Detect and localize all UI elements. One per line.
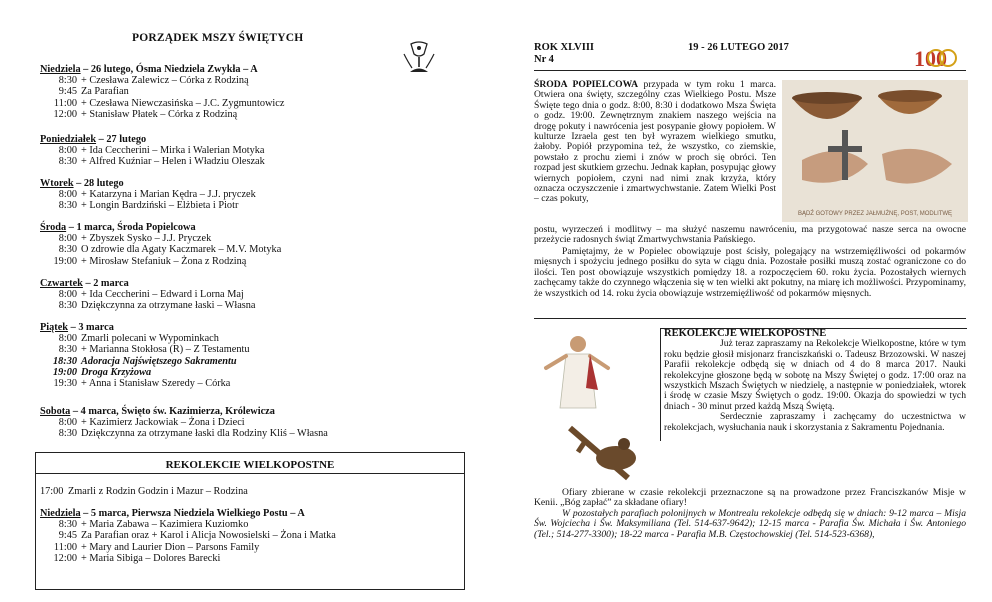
mass-intention: Dziękczynna za otrzymane łaski dla Rodziny Kliś – Własna bbox=[81, 428, 328, 440]
page-title: PORZĄDEK MSZY ŚWIĘTYCH bbox=[132, 32, 304, 44]
mass-line bbox=[40, 98, 284, 109]
day-block bbox=[40, 322, 249, 389]
mass-line bbox=[40, 109, 284, 120]
mass-line bbox=[40, 530, 336, 541]
mass-time: 8:00 bbox=[58, 333, 77, 345]
mass-time: 8:00 bbox=[58, 145, 77, 157]
mass-time: 8:30 bbox=[58, 156, 77, 168]
volume-label: ROK XLVIII bbox=[534, 42, 595, 53]
mass-time: 18:30 bbox=[52, 355, 77, 367]
mass-intention: + Alfred Kuźniar – Helen i Władziu Oleszak bbox=[81, 156, 265, 168]
mass-line bbox=[40, 189, 256, 200]
day-block bbox=[40, 406, 328, 440]
mass-time: 8:00 bbox=[58, 289, 77, 301]
mass-time: 9:45 bbox=[58, 530, 77, 542]
day-heading: Poniedziałek – 27 lutego bbox=[40, 134, 147, 145]
chalice-icon bbox=[402, 40, 436, 76]
fasting-rules: Pamiętajmy, że w Popielec obowiązuje post ścisły, polegający na wstrzemięźliwości od pokarmów mięsnych i spożyciu jednego posiłku do syta w ciągu dnia. Pozostałe posiłki muszą zostać ograniczone co do ilości. Ten post obowiązuje wszystkich pomiędzy 18. a rozpoczęciem 60. roku życia. Pozostałych wiernych zachęcamy także do czynnego włączenia się w ten wielki akt pokutny, na miarę ich możliwości. Przypominamy, że wszystkich od 14. roku życia obowiązuje wstrzemięźliwość od pokarmów mięsnych. bbox=[534, 246, 966, 299]
mass-intention: + Kazimierz Jackowiak – Żona i Dzieci bbox=[81, 417, 245, 429]
mass-line bbox=[40, 86, 284, 97]
mass-time: 12:00 bbox=[53, 552, 77, 564]
divider bbox=[36, 473, 464, 474]
mass-intention: + Czesława Zalewicz – Córka z Rodziną bbox=[81, 75, 249, 87]
mass-intention: Za Parafian oraz + Karol i Alicja Nowosielski – Żona i Matka bbox=[81, 530, 336, 542]
mass-intention: Zmarli z Rodzin Godzin i Mazur – Rodzina bbox=[68, 486, 248, 497]
mass-time: 8:00 bbox=[58, 233, 77, 245]
mass-intention: + Stanisław Płatek – Córka z Rodziną bbox=[81, 108, 238, 120]
ash-wednesday-text-cont: postu, wyrzeczeń i modlitwy – ma służyć naszemu nawróceniu, ma przygotować nasze serca na owocne przeżycie radosnych świąt Zmartwychwstania Pańskiego. bbox=[534, 224, 966, 246]
mass-intention: Za Parafian bbox=[81, 86, 129, 98]
header-rule bbox=[534, 70, 966, 71]
day-block bbox=[40, 64, 284, 120]
right-page bbox=[520, 0, 992, 602]
day-heading: Niedziela – 5 marca, Pierwsza Niedziela Wielkiego Postu – A bbox=[40, 508, 305, 519]
mass-intention: + Maria Zabawa – Kazimiera Kuziomko bbox=[81, 519, 249, 531]
day-heading: Niedziela – 26 lutego, Ósma Niedziela Zwykła – A bbox=[40, 64, 258, 75]
jesus-figure-image bbox=[538, 328, 648, 488]
mass-intention: + Mirosław Stefaniuk – Żona z Rodziną bbox=[81, 255, 247, 267]
mass-intention: + Katarzyna i Marian Kędra – J.J. pryczek bbox=[81, 189, 256, 201]
mass-intention: + Marianna Stokłosa (R) – Z Testamentu bbox=[81, 344, 250, 356]
mass-line bbox=[40, 344, 249, 355]
mass-line bbox=[40, 486, 248, 497]
mass-time: 17:00 bbox=[40, 486, 64, 497]
mass-intention: + Zbyszek Sysko – J.J. Pryczek bbox=[81, 233, 212, 245]
mass-intention: + Anna i Stanisław Szeredy – Córka bbox=[81, 378, 231, 390]
retreat-box bbox=[35, 452, 465, 590]
mass-time: 19:00 bbox=[53, 255, 77, 267]
day-block bbox=[40, 178, 256, 212]
mass-time: 11:00 bbox=[53, 97, 77, 109]
mass-time: 19:00 bbox=[52, 366, 77, 378]
mass-line bbox=[40, 75, 284, 86]
mass-intention: Zmarli polecani w Wypominkach bbox=[81, 333, 219, 345]
mass-time: 8:30 bbox=[58, 428, 77, 440]
day-heading: Wtorek – 28 lutego bbox=[40, 178, 124, 189]
mass-time: 8:00 bbox=[58, 417, 77, 429]
day-heading: Czwartek – 2 marca bbox=[40, 278, 129, 289]
retreat-title: REKOLEKCJE WIELKOPOSTNE bbox=[664, 328, 827, 339]
mass-line bbox=[40, 417, 328, 428]
mass-line bbox=[40, 356, 249, 367]
mass-intention: Dziękczynna za otrzymane łaski – Własna bbox=[81, 300, 256, 312]
issue-header bbox=[534, 42, 594, 66]
mass-line bbox=[40, 519, 336, 530]
ash-wednesday-text bbox=[534, 80, 776, 205]
retreat-section bbox=[664, 329, 966, 433]
day-heading: Sobota – 4 marca, Święto św. Kazimierza, Królewicza bbox=[40, 406, 275, 417]
mass-time: 8:30 bbox=[58, 200, 77, 212]
other-parishes-note: W pozostałych parafiach polonijnych w Montrealu rekolekcje odbędą się w dniach: 9-12 marca – Misja Św. Wojciecha i Św. Maksymiliana (Tel. 514-637-9642); 12-15 marca - Parafia Św. Michała i Św. Antoniego (Tel.; 514-277-3300); 18-22 marca - Parafia M.B. Częstochowskiej (Tel. 514-523-6368), bbox=[534, 508, 966, 540]
mass-time: 8:00 bbox=[58, 189, 77, 201]
mass-intention: Adoracja Najświętszego Sakramentu bbox=[81, 355, 237, 367]
mass-intention: Droga Krzyżowa bbox=[81, 366, 152, 378]
section-rule bbox=[534, 318, 966, 319]
retreat-saturday bbox=[40, 486, 248, 497]
mass-time: 8:30 bbox=[58, 519, 77, 531]
photo-caption: BĄDŹ GOTOWY PRZEZ JAŁMUŻNĘ, POST, MODLITWĘ bbox=[797, 211, 953, 217]
issue-number: Nr 4 bbox=[534, 54, 554, 65]
issue-date: 19 - 26 LUTEGO 2017 bbox=[688, 42, 789, 53]
mass-intention: + Longin Bardziński – Elżbieta i Piotr bbox=[81, 200, 239, 212]
mass-intention: O zdrowie dla Agaty Kaczmarek – M.V. Motyka bbox=[81, 244, 282, 256]
mass-line bbox=[40, 233, 281, 244]
logo-digit-1: 100 bbox=[914, 46, 947, 71]
mass-time: 11:00 bbox=[53, 541, 77, 553]
mass-intention: + Czesława Niewczasińska – J.C. Zygmuntowicz bbox=[81, 97, 285, 109]
mass-line bbox=[40, 289, 256, 300]
mass-line bbox=[40, 156, 265, 167]
mass-line bbox=[40, 542, 336, 553]
jubilee-logo bbox=[912, 44, 958, 72]
day-block bbox=[40, 222, 281, 267]
retreat-text-1: Już teraz zapraszamy na Rekolekcje Wielkopostne, które w tym roku będzie głosił misjonarz franciszkański o. Tadeusz Brzozowski. W naszej Parafii rekolekcje odbędą się w dniach od 4 do 8 marca 2017. Nauki rekolekcyjne głoszone będą w sobotę na Mszy Świętej o godz. 17:00 oraz na wszystkich Mszach Świętych w niedzielę, a następnie w poniedziałek, wtorek i środę w czasie Mszy Świętych o godz. 19:00. Okazja do spowiedzi w tych dniach - 30 minut przed każdą Mszą Świętą. bbox=[664, 338, 966, 412]
mass-time: 8:30 bbox=[58, 244, 77, 256]
mass-line bbox=[40, 553, 336, 564]
mass-intention: + Ida Ceccherini – Edward i Lorna Maj bbox=[81, 289, 244, 301]
retreat-sunday bbox=[40, 508, 336, 564]
mass-line bbox=[40, 300, 256, 311]
day-block bbox=[40, 278, 256, 312]
ash-wednesday-body: przypada w tym roku 1 marca. Otwiera ona święty, szczególny czas Wielkiego Postu. Msze Święte tego dnia o godz. 8:00, 8:30 i dodatkowo Msza Święta o godz. 19:00. Zewnętrznym znakiem naszego wejścia na drogę pokuty i nawrócenia jest posypanie głowy popiołem. W kulturze Izraela gest ten był wyrazem wielkiego smutku, żałoby. Popiół przypomina też, że wszystko, co ziemskie, powstało z prochu ziemi i znów w proch się obróci. Ten rozpad jest skutkiem grzechu. Jednak kapłan, posypując głowy wiernych popiołem, czyni nad nimi znak krzyża, który oznacza oczyszczenie i zmartwychwstanie. Zatem Wielki Post – czas pokuty, bbox=[534, 79, 776, 205]
mass-intention: + Ida Ceccherini – Mirka i Walerian Motyka bbox=[81, 145, 265, 157]
mass-line bbox=[40, 244, 281, 255]
ashes-bowls-image bbox=[782, 80, 968, 222]
mass-line bbox=[40, 333, 249, 344]
mass-line bbox=[40, 256, 281, 267]
mass-time: 8:30 bbox=[58, 344, 77, 356]
retreat-text-2: Serdecznie zapraszamy i zachęcamy do uczestnictwa w rekolekcjach, wysłuchania nauk i skorzystania z Sakramentu Pojednania. bbox=[664, 411, 966, 433]
mass-line bbox=[40, 428, 328, 439]
offering-note: Ofiary zbierane w czasie rekolekcji przeznaczone są na prowadzone przez Franciszkanów Misje w Kenii. „Bóg zapłać” za składane ofiary! bbox=[534, 487, 966, 509]
mass-time: 8:30 bbox=[58, 300, 77, 312]
mass-line bbox=[40, 378, 249, 389]
day-block bbox=[40, 134, 265, 168]
mass-time: 19:30 bbox=[53, 378, 77, 390]
day-heading: Piątek – 3 marca bbox=[40, 322, 114, 333]
mass-intention: + Maria Sibiga – Dolores Barecki bbox=[81, 552, 221, 564]
day-heading: Środa – 1 marca, Środa Popielcowa bbox=[40, 222, 196, 233]
ash-wednesday-lead: ŚRODA POPIELCOWA bbox=[534, 79, 639, 90]
retreat-box-title: REKOLEKCIE WIELKOPOSTNE bbox=[165, 459, 335, 471]
mass-line bbox=[40, 367, 249, 378]
mass-time: 12:00 bbox=[53, 108, 77, 120]
mass-line bbox=[40, 200, 256, 211]
mass-time: 9:45 bbox=[58, 86, 77, 98]
mass-time: 8:30 bbox=[58, 75, 77, 87]
mass-line bbox=[40, 145, 265, 156]
mass-intention: + Mary and Laurier Dion – Parsons Family bbox=[81, 541, 260, 553]
